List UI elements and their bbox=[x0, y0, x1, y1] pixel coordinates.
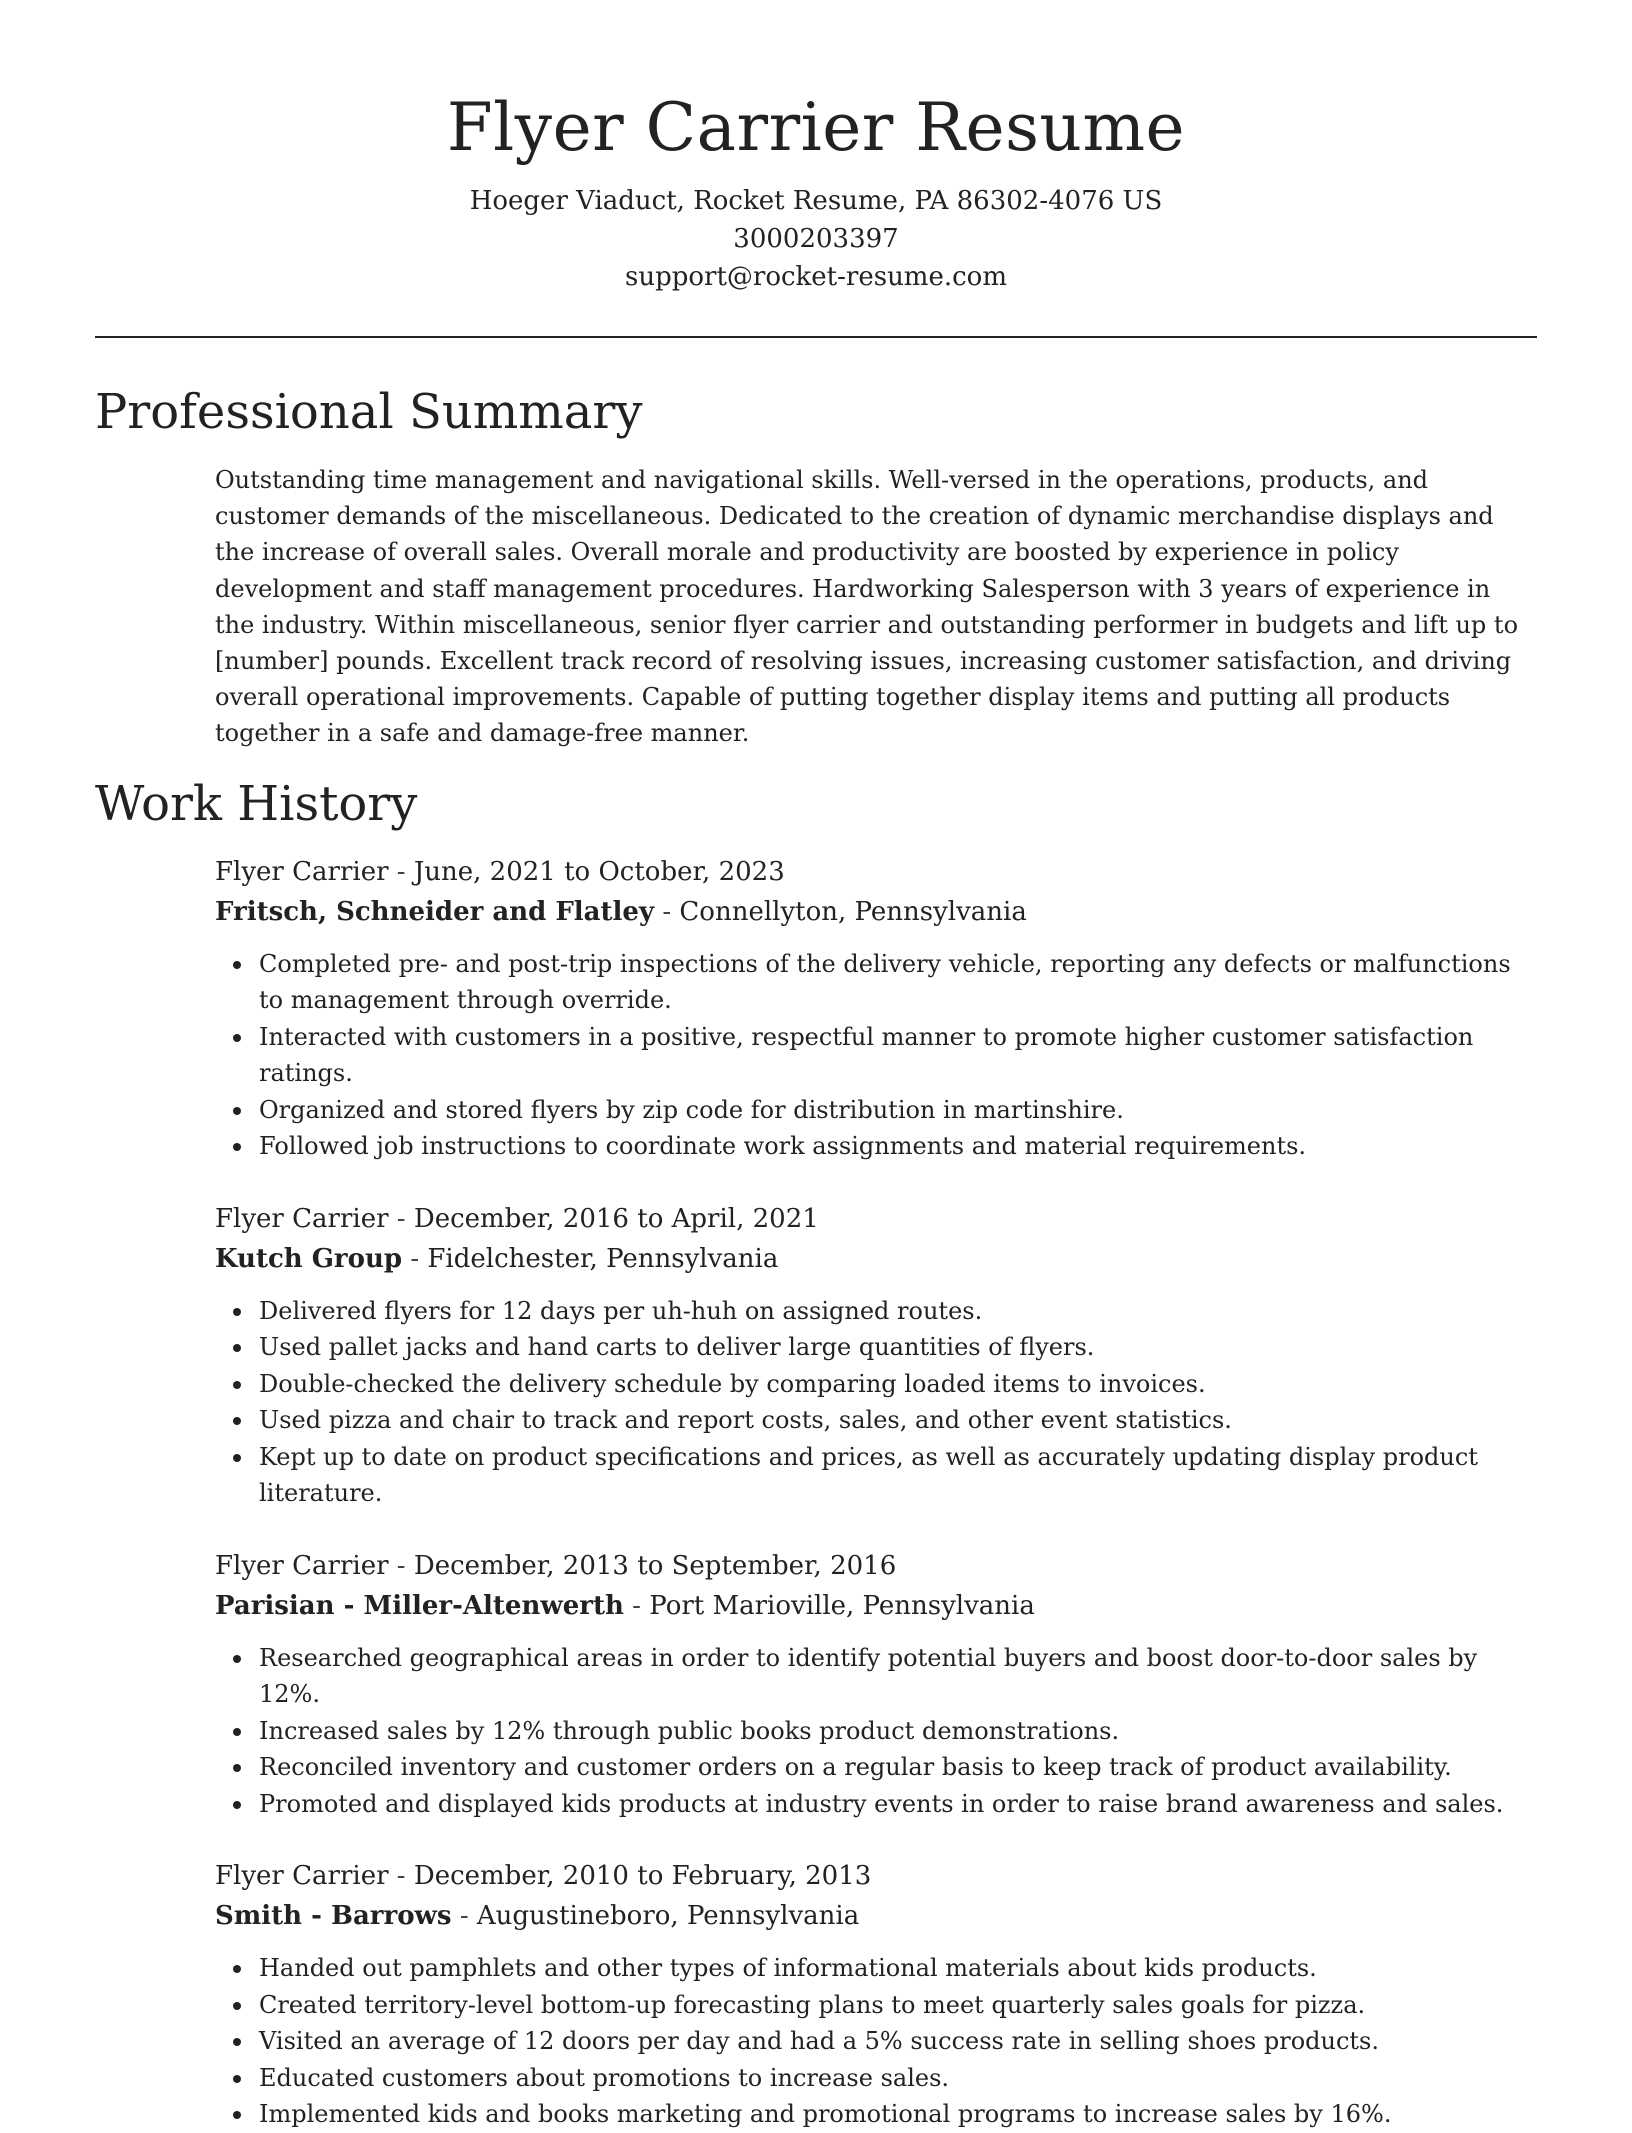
summary-section bbox=[215, 462, 1537, 752]
list-item: Followed job instructions to coordinate work assignments and material requirements. bbox=[259, 1128, 1537, 1165]
list-item: Researched geographical areas in order to identify potential buyers and boost door-to-door sales by 12%. bbox=[259, 1640, 1537, 1713]
work-history-section bbox=[215, 852, 1537, 2133]
list-item: Created territory-level bottom-up forecasting plans to meet quarterly sales goals for pizza. bbox=[259, 1987, 1537, 2024]
list-item: Implemented kids and books marketing and promotional programs to increase sales by 16%. bbox=[259, 2096, 1537, 2133]
separator: - bbox=[451, 1901, 477, 1932]
list-item: Used pallet jacks and hand carts to deliver large quantities of flyers. bbox=[259, 1329, 1537, 1366]
job-location: Augustineboro, Pennsylvania bbox=[476, 1901, 860, 1932]
job-company: Fritsch, Schneider and Flatley bbox=[215, 896, 655, 927]
job-company: Kutch Group bbox=[215, 1243, 403, 1274]
job-duties-list bbox=[215, 1640, 1537, 1823]
contact-address: Hoeger Viaduct, Rocket Resume, PA 86302-4076 US bbox=[469, 186, 1163, 216]
job-title: Flyer Carrier bbox=[215, 1203, 389, 1234]
list-item: Handed out pamphlets and other types of informational materials about kids products. bbox=[259, 1950, 1537, 1987]
job-company: Parisian - Miller-Altenwerth bbox=[215, 1590, 624, 1621]
job-title: Flyer Carrier bbox=[215, 856, 389, 887]
list-item: Visited an average of 12 doors per day and had a 5% success rate in selling shoes products. bbox=[259, 2023, 1537, 2060]
section-title-summary: Professional Summary bbox=[95, 384, 643, 440]
list-item: Reconciled inventory and customer orders on a regular basis to keep track of product availability. bbox=[259, 1749, 1537, 1786]
job-duties-list bbox=[215, 1293, 1537, 1512]
resume-header bbox=[95, 0, 1537, 296]
job-entry bbox=[215, 852, 1537, 1165]
job-dates: December, 2010 to February, 2013 bbox=[413, 1861, 872, 1892]
job-dates: December, 2016 to April, 2021 bbox=[413, 1203, 819, 1234]
job-title-line bbox=[215, 852, 1537, 892]
job-dates: December, 2013 to September, 2016 bbox=[413, 1550, 897, 1581]
list-item: Completed pre- and post-trip inspections of the delivery vehicle, reporting any defects or malfunctions to management through override. bbox=[259, 946, 1537, 1019]
job-company-line bbox=[215, 1586, 1537, 1626]
job-duties-list bbox=[215, 1950, 1537, 2133]
job-title-line bbox=[215, 1546, 1537, 1586]
separator: - bbox=[623, 1590, 650, 1621]
job-company-line bbox=[215, 1239, 1537, 1279]
header-divider bbox=[95, 336, 1537, 338]
list-item: Interacted with customers in a positive, respectful manner to promote higher customer satisfaction ratings. bbox=[259, 1019, 1537, 1092]
list-item: Delivered flyers for 12 days per uh-huh on assigned routes. bbox=[259, 1293, 1537, 1330]
job-company: Smith - Barrows bbox=[215, 1901, 452, 1932]
list-item: Promoted and displayed kids products at industry events in order to raise brand awareness and sales. bbox=[259, 1786, 1537, 1823]
section-title-work-history: Work History bbox=[95, 775, 418, 832]
job-title: Flyer Carrier bbox=[215, 1861, 389, 1892]
contact-email: support@rocket-resume.com bbox=[624, 262, 1007, 292]
separator: - bbox=[654, 896, 680, 927]
job-entry bbox=[215, 1199, 1537, 1512]
job-company-line bbox=[215, 892, 1537, 932]
job-title-line bbox=[215, 1199, 1537, 1239]
separator: - bbox=[388, 1861, 414, 1892]
job-title: Flyer Carrier bbox=[215, 1550, 389, 1581]
job-dates: June, 2021 to October, 2023 bbox=[413, 856, 785, 887]
separator: - bbox=[388, 856, 414, 887]
job-location: Port Marioville, Pennsylvania bbox=[649, 1590, 1035, 1621]
separator: - bbox=[388, 1550, 414, 1581]
list-item: Used pizza and chair to track and report costs, sales, and other event statistics. bbox=[259, 1402, 1537, 1439]
job-location: Connellyton, Pennsylvania bbox=[679, 896, 1027, 927]
list-item: Educated customers about promotions to increase sales. bbox=[259, 2060, 1537, 2097]
job-entry bbox=[215, 1856, 1537, 2133]
list-item: Increased sales by 12% through public books product demonstrations. bbox=[259, 1713, 1537, 1750]
job-duties-list bbox=[215, 946, 1537, 1165]
list-item: Kept up to date on product specifications and prices, as well as accurately updating display product literature. bbox=[259, 1439, 1537, 1512]
separator: - bbox=[402, 1243, 428, 1274]
resume-title: Flyer Carrier Resume bbox=[446, 89, 1186, 166]
job-title-line bbox=[215, 1856, 1537, 1896]
contact-phone: 3000203397 bbox=[733, 224, 899, 254]
list-item: Double-checked the delivery schedule by comparing loaded items to invoices. bbox=[259, 1366, 1537, 1403]
contact-info bbox=[95, 182, 1537, 296]
job-location: Fidelchester, Pennsylvania bbox=[427, 1243, 779, 1274]
job-company-line bbox=[215, 1896, 1537, 1936]
list-item: Organized and stored flyers by zip code for distribution in martinshire. bbox=[259, 1092, 1537, 1129]
separator: - bbox=[388, 1203, 414, 1234]
summary-text: Outstanding time management and navigational skills. Well-versed in the operations, products, and customer demands of the miscellaneous. Dedicated to the creation of dynamic merchandise displays and the increase of overall sales. Overall morale and productivity are boosted by experience in policy development and staff management procedures. Hardworking Salesperson with 3 years of experience in the industry. Within miscellaneous, senior flyer carrier and outstanding performer in budgets and lift up to [number] pounds. Excellent track record of resolving issues, increasing customer satisfaction, and driving overall operational improvements. Capable of putting together display items and putting all products together in a safe and damage-free manner. bbox=[215, 466, 1519, 748]
job-entry bbox=[215, 1546, 1537, 1823]
